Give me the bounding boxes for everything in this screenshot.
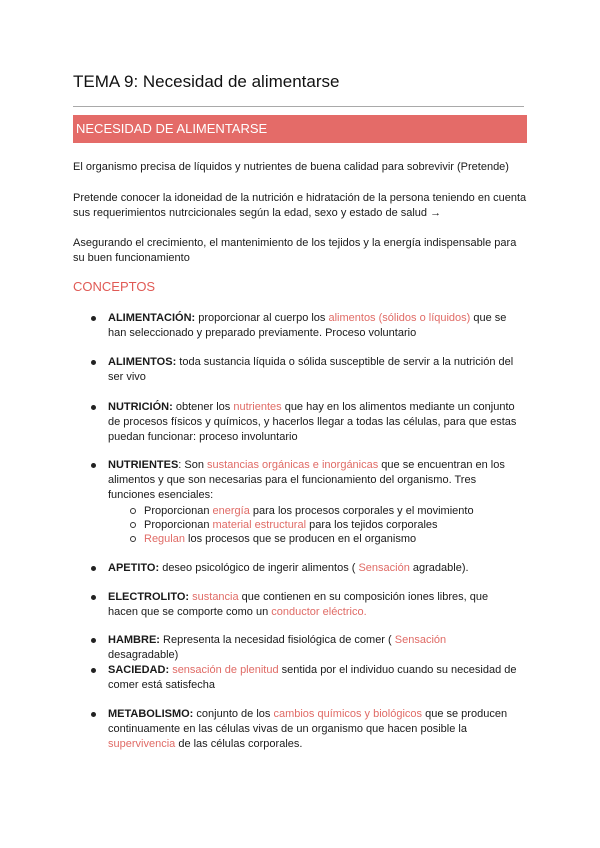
concept-text: de las células corporales. [175, 738, 303, 750]
conceptos-heading: CONCEPTOS [73, 279, 156, 294]
bullet-icon [91, 712, 96, 717]
sub-text: los procesos que se producen en el organismo [184, 533, 417, 545]
intro-paragraph-2: Pretende conocer la idoneidad de la nutrición e hidratación de la persona teniendo en cuenta sus requerimientos nutrcicionales según la edad, sexo y estado de salud → [73, 192, 527, 219]
concept-highlight: alimentos (sólidos o líquidos) [328, 312, 471, 324]
function-item-regulan [108, 532, 518, 546]
bullet-icon [91, 463, 96, 468]
concept-saciedad [108, 663, 518, 693]
page-title: TEMA 9: Necesidad de alimentarse [73, 72, 340, 91]
concept-electrolito [108, 590, 518, 620]
concept-text: que se han seleccionado y preparado previamente. Proceso voluntario [108, 312, 507, 339]
concept-term: METABOLISMO: [108, 708, 194, 720]
sub-text: para los procesos corporales y el movimiento [249, 505, 474, 517]
intro-paragraph-1: El organismo precisa de líquidos y nutrientes de buena calidad para sobrevivir (Pretende) [73, 161, 509, 173]
sub-text: Proporcionan [144, 519, 213, 531]
concept-alimentacion [108, 311, 518, 341]
functions-sublist [108, 504, 518, 546]
intro-paragraph-3: Asegurando el crecimiento, el mantenimiento de los tejidos y la energía indispensable para su buen funcionamiento [73, 237, 517, 264]
concept-text: proporcionar al cuerpo los [195, 312, 329, 324]
concept-text: sentida por el individuo cuando su necesidad de comer está satisfecha [108, 664, 517, 691]
bullet-icon [91, 638, 96, 643]
concept-text: : Son [178, 459, 208, 471]
concept-highlight: nutrientes [233, 401, 282, 413]
concept-hambre [108, 633, 518, 663]
concept-term: HAMBRE: [108, 634, 160, 646]
concept-highlight: cambios químicos y biológicos [273, 708, 423, 720]
bullet-icon [91, 316, 96, 321]
concept-apetito [108, 561, 518, 576]
concept-term: NUTRIENTES [108, 459, 179, 471]
concept-highlight: sustancia [192, 591, 239, 603]
concept-term: NUTRICIÓN: [108, 401, 173, 413]
concept-text: deseo psicológico de ingerir alimentos ( [159, 562, 359, 574]
concept-term: ELECTROLITO: [108, 591, 190, 603]
title-divider [73, 106, 524, 107]
concept-highlight: Sensación [358, 562, 410, 574]
concept-highlight: sensación de plenitud [172, 664, 279, 676]
concept-term: ALIMENTOS: [108, 356, 177, 368]
sub-highlight: Regulan [144, 533, 185, 545]
sub-highlight: energía [212, 505, 250, 517]
function-item-energia [108, 504, 518, 518]
concept-highlight: Sensación [394, 634, 447, 646]
concept-text: que contienen en su composición iones libres, que hacen que se comporte como un [108, 591, 489, 618]
concept-term: SACIEDAD: [108, 664, 170, 676]
sub-text: para los tejidos corporales [306, 519, 438, 531]
concept-highlight: conductor eléctrico. [271, 606, 367, 618]
circle-bullet-icon [130, 536, 136, 542]
concept-nutricion [108, 400, 518, 445]
sub-text: Proporcionan [144, 505, 213, 517]
bullet-icon [91, 668, 96, 673]
sub-highlight: material estructural [212, 519, 307, 531]
bullet-icon [91, 360, 96, 365]
concept-text: desagradable) [108, 649, 179, 661]
bullet-icon [91, 405, 96, 410]
concept-metabolismo [108, 707, 518, 752]
concept-text: obtener los [172, 401, 234, 413]
section-banner: NECESIDAD DE ALIMENTARSE [73, 115, 527, 143]
concept-term: APETITO: [108, 562, 160, 574]
bullet-icon [91, 595, 96, 600]
concept-highlight: supervivencia [108, 738, 176, 750]
concept-highlight: sustancias orgánicas e inorgánicas [207, 459, 379, 471]
circle-bullet-icon [130, 508, 136, 514]
concept-text: toda sustancia líquida o sólida susceptible de servir a la nutrición del ser vivo [108, 356, 514, 383]
concept-text: conjunto de los [193, 708, 274, 720]
concept-term: ALIMENTACIÓN: [108, 312, 196, 324]
concept-nutrientes [108, 458, 518, 546]
concept-text: agradable). [409, 562, 469, 574]
bullet-icon [91, 566, 96, 571]
concept-alimentos [108, 355, 518, 385]
concept-text: que hay en los alimentos mediante un conjunto de procesos físicos y químicos, y hacerlos llegar a todas las células, para que estas puedan funcionar: proceso involuntario [108, 401, 517, 443]
circle-bullet-icon [130, 522, 136, 528]
concept-text: que se encuentran en los alimentos y que son necesarias para el funcionamiento del organismo. Tres funciones esenciales: [108, 459, 505, 501]
function-item-material [108, 518, 518, 532]
concept-text: Representa la necesidad fisiológica de comer ( [159, 634, 395, 646]
concept-text: que se producen continuamente en las células vivas de un organismo que hacen posible la [108, 708, 508, 735]
